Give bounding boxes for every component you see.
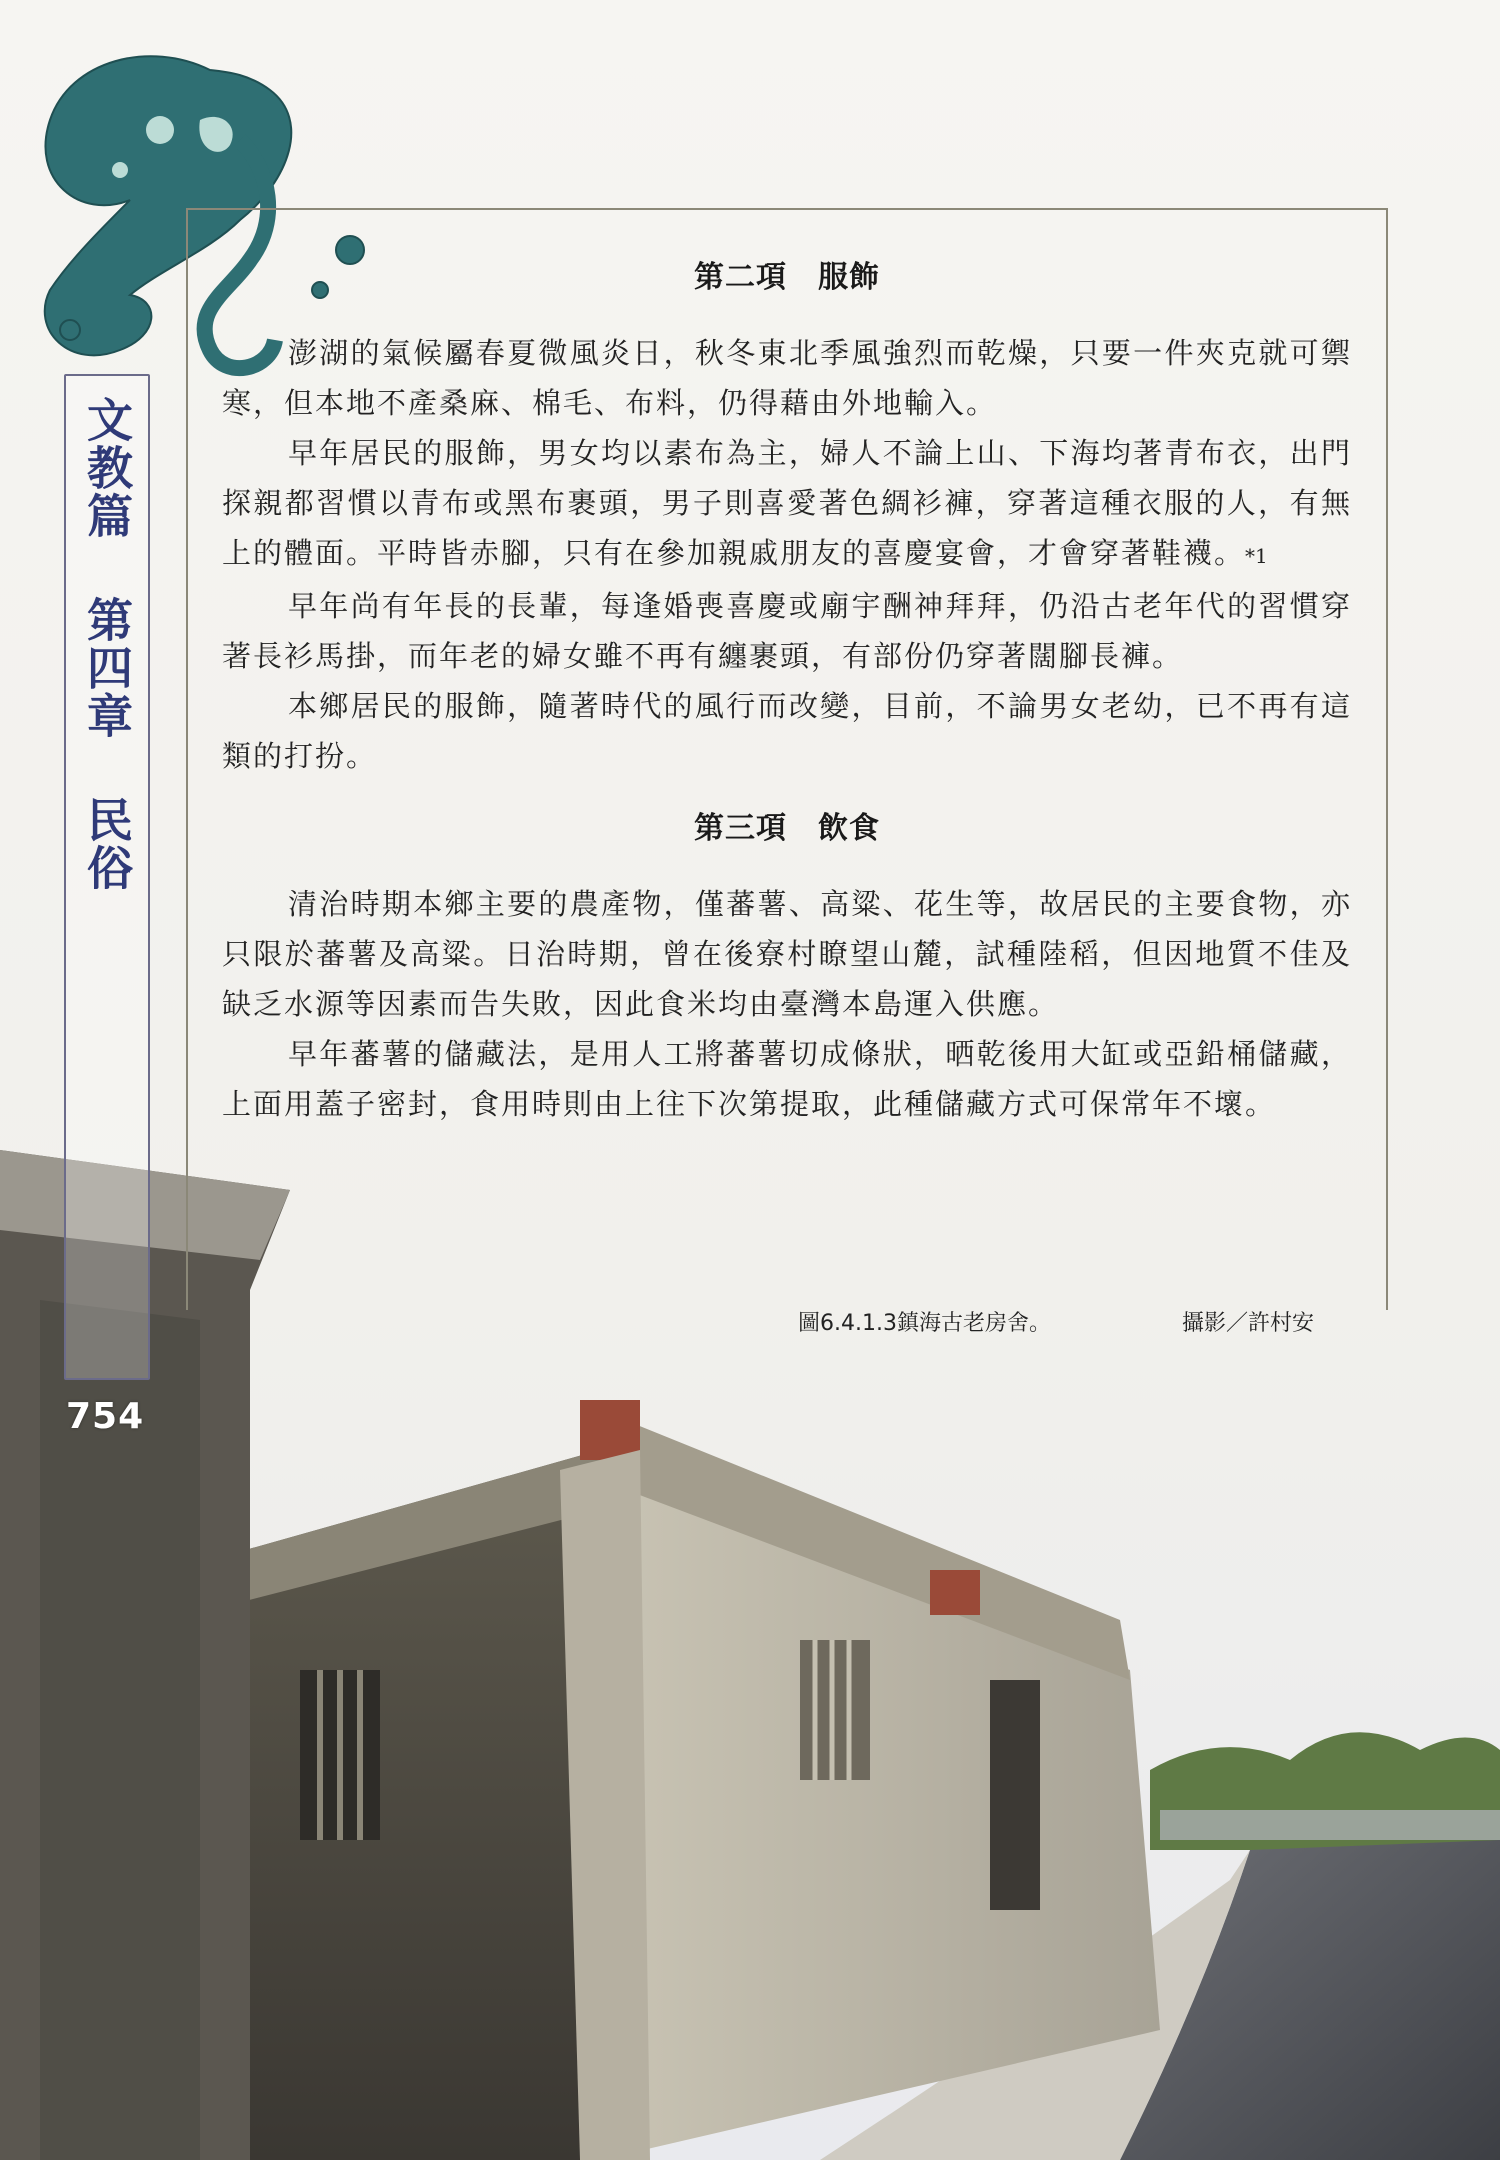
chapter-side-box bbox=[64, 374, 150, 1380]
photo-credit: 攝影／許村安 bbox=[1182, 1311, 1315, 1336]
section-heading-clothing: 第二項 服飾 bbox=[694, 260, 880, 295]
main-content bbox=[222, 252, 1352, 1129]
page-number: 754 bbox=[66, 1396, 145, 1437]
chapter-label: 文教篇 第四章 民俗 bbox=[80, 396, 134, 892]
clothing-paragraph-3: 早年尚有年長的長輩，每逢婚喪喜慶或廟宇酬神拜拜，仍沿古老年代的習慣穿著長衫馬掛，而年老的婦女雖不再有纏裹頭，有部份仍穿著闊腳長褲。 bbox=[222, 589, 1352, 673]
food-paragraph-1: 清治時期本鄉主要的農產物，僅蕃薯、高粱、花生等，故居民的主要食物，亦只限於蕃薯及高粱。日治時期，曾在後寮村瞭望山麓，試種陸稻，但因地質不佳及缺乏水源等因素而告失敗，因此食米均由臺灣本島運入供應。 bbox=[222, 887, 1352, 1021]
food-paragraph-2: 早年蕃薯的儲藏法，是用人工將蕃薯切成條狀，晒乾後用大缸或亞鉛桶儲藏，上面用蓋子密封，食用時則由上往下次第提取，此種儲藏方式可保常年不壞。 bbox=[222, 1037, 1352, 1121]
clothing-paragraph-2-text: 早年居民的服飾，男女均以素布為主，婦人不論上山、下海均著青布衣，出門探親都習慣以青布或黑布裹頭，男子則喜愛著色綢衫褲，穿著這種衣服的人，有無上的體面。平時皆赤腳，只有在參加親戚朋友的喜慶宴會，才會穿著鞋襪。 bbox=[222, 436, 1352, 570]
clothing-paragraph-4: 本鄉居民的服飾，隨著時代的風行而改變，目前，不論男女老幼，已不再有這類的打扮。 bbox=[222, 689, 1352, 773]
footnote-marker: *1 bbox=[1245, 544, 1268, 568]
clothing-paragraph-1: 澎湖的氣候屬春夏微風炎日，秋冬東北季風強烈而乾燥，只要一件夾克就可禦寒，但本地不產桑麻、棉毛、布料，仍得藉由外地輸入。 bbox=[222, 336, 1352, 420]
clothing-paragraph-2 bbox=[222, 428, 1352, 581]
photo-caption: 圖6.4.1.3鎮海古老房舍。 bbox=[798, 1311, 1051, 1336]
section-heading-food: 第三項 飲食 bbox=[694, 811, 880, 846]
